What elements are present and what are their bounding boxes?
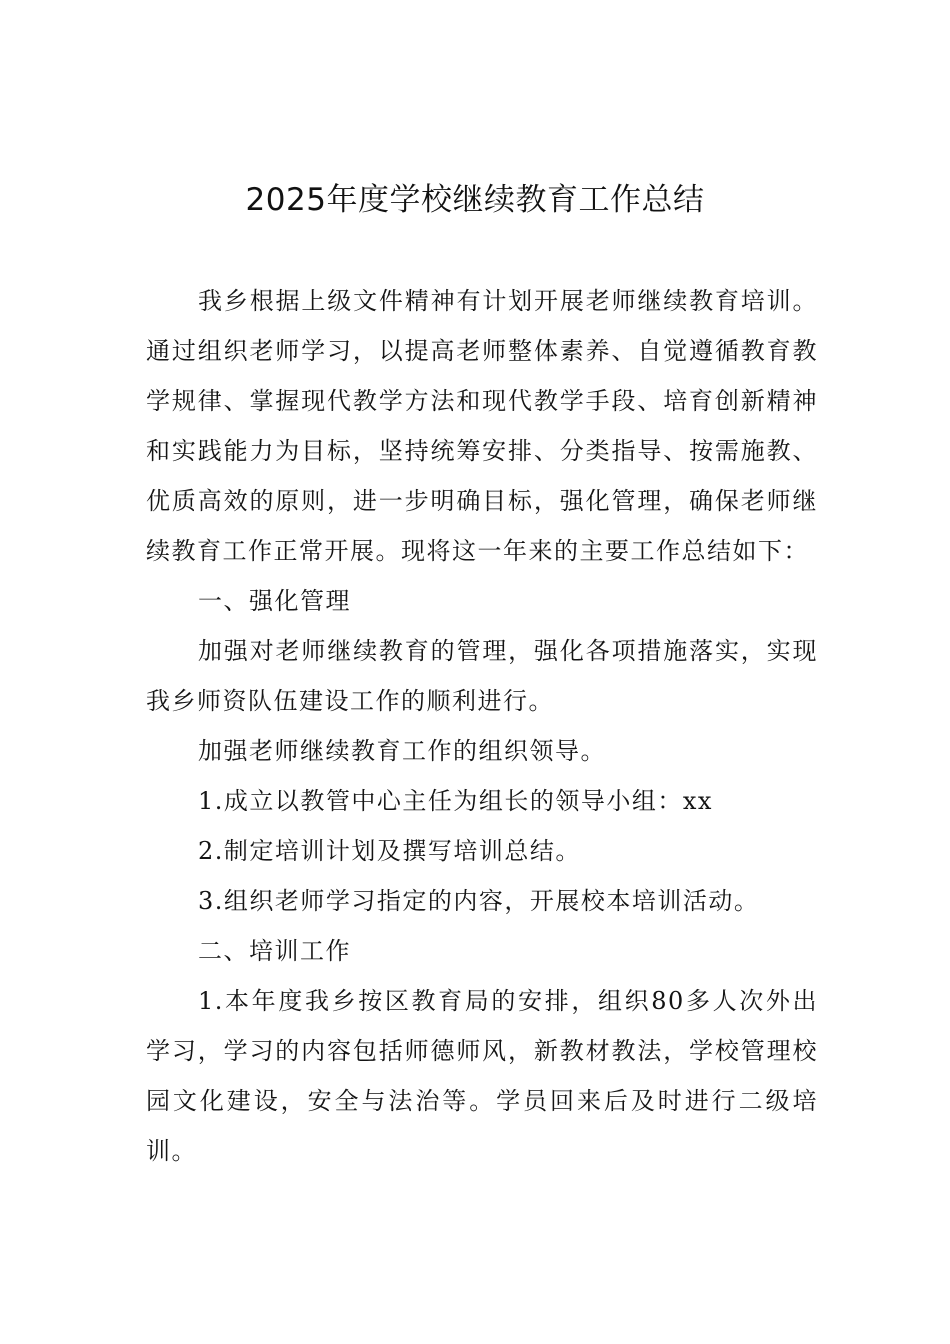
- list-item-1: 1.成立以教管中心主任为组长的领导小组：xx: [198, 787, 713, 815]
- section-heading-management: 一、强化管理: [198, 587, 351, 615]
- document-title: 2025年度学校继续教育工作总结: [245, 182, 705, 218]
- section-heading-training: 二、培训工作: [198, 937, 351, 965]
- document-body: [146, 276, 818, 1176]
- list-item-2: 2.制定培训计划及撰写培训总结。: [198, 837, 581, 865]
- leadership-paragraph: 加强老师继续教育工作的组织领导。: [198, 737, 606, 765]
- management-paragraph: 加强对老师继续教育的管理，强化各项措施落实，实现我乡师资队伍建设工作的顺利进行。: [146, 637, 818, 715]
- intro-paragraph: 我乡根据上级文件精神有计划开展老师继续教育培训。通过组织老师学习，以提高老师整体素养、自觉遵循教育教学规律、掌握现代教学方法和现代教学手段、培育创新精神和实践能力为目标，坚持统筹安排、分类指导、按需施教、优质高效的原则，进一步明确目标，强化管理，确保老师继续教育工作正常开展。现将这一年来的主要工作总结如下：: [146, 287, 818, 565]
- list-item-3: 3.组织老师学习指定的内容，开展校本培训活动。: [198, 887, 760, 915]
- training-paragraph: 1.本年度我乡按区教育局的安排，组织80多人次外出学习，学习的内容包括师德师风，新教材教法，学校管理校园文化建设，安全与法治等。学员回来后及时进行二级培训。: [146, 987, 818, 1165]
